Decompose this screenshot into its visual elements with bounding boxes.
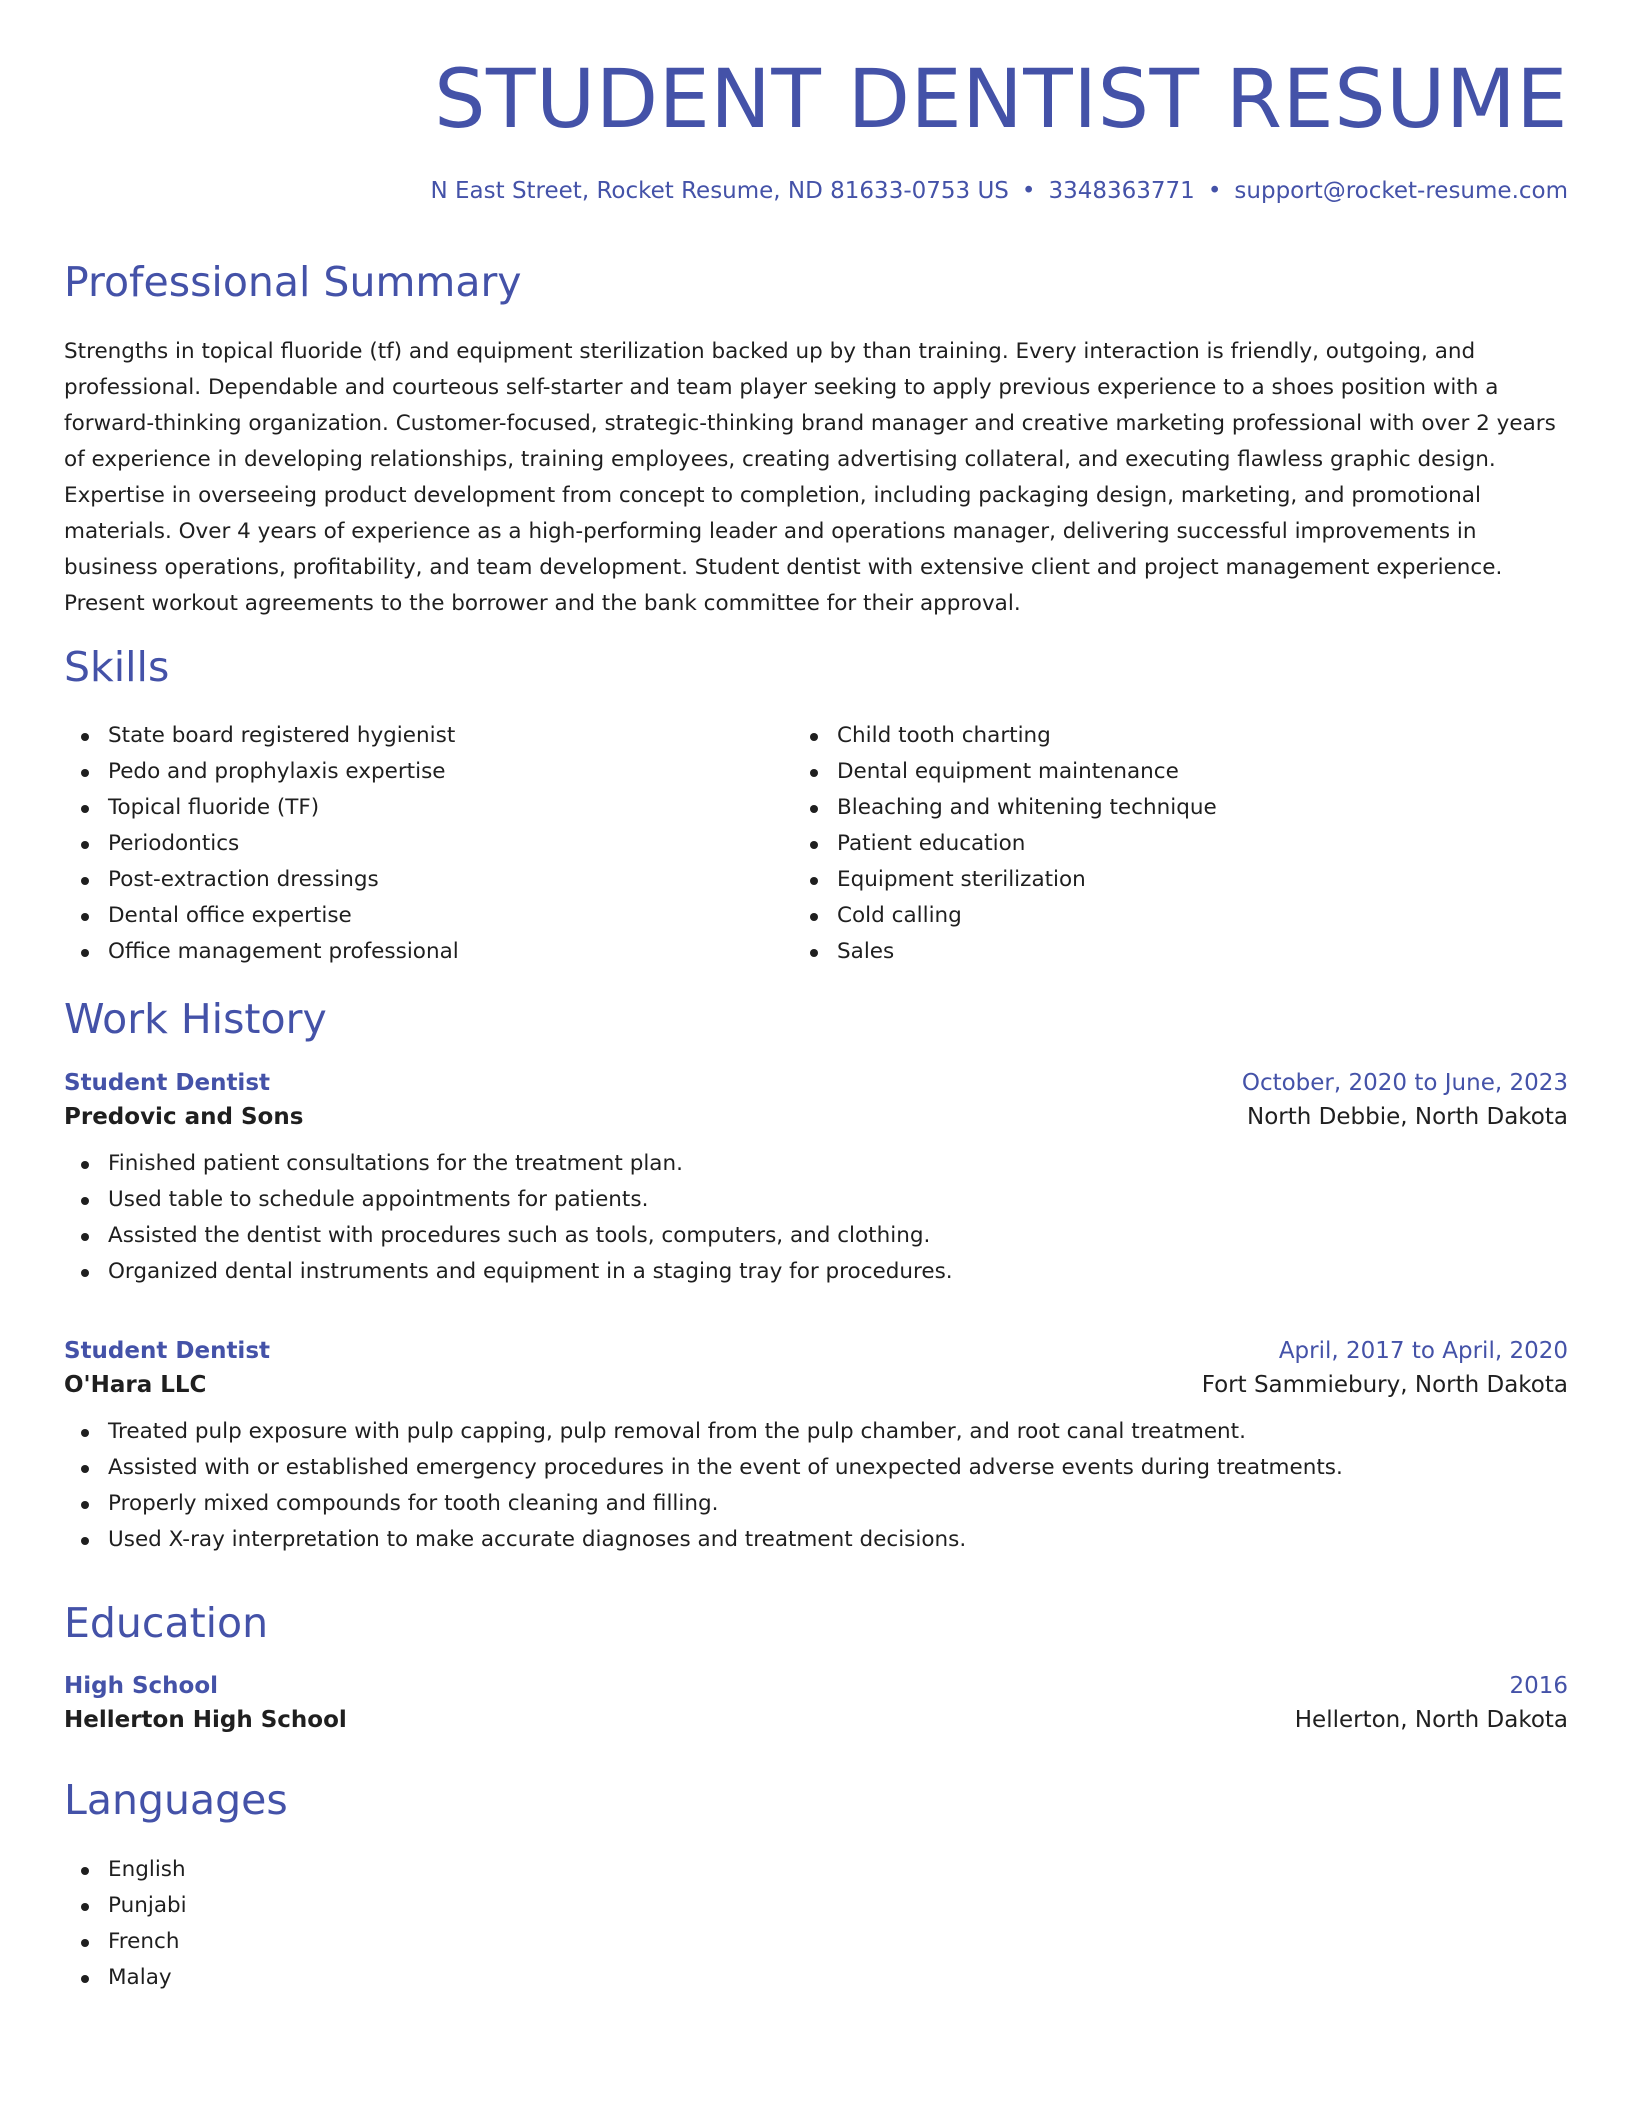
contact-separator: • [1021, 178, 1036, 204]
job-duty-item: Treated pulp exposure with pulp capping, pulp removal from the pulp chamber, and root canal treatment. [108, 1414, 1568, 1450]
education-school-row [64, 1707, 1568, 1733]
skill-item: Topical fluoride (TF) [108, 790, 816, 826]
job-duties [64, 1146, 1568, 1290]
job-duty-item: Properly mixed compounds for tooth cleaning and filling. [108, 1486, 1568, 1522]
job-header-row [64, 1338, 1568, 1364]
contact-separator: • [1207, 178, 1222, 204]
education-year: 2016 [1509, 1673, 1568, 1699]
skill-item: Sales [837, 934, 1568, 970]
section-title-work-history: Work History [64, 995, 327, 1043]
job-location: Fort Sammiebury, North Dakota [1201, 1372, 1568, 1398]
skill-item: State board registered hygienist [108, 718, 816, 754]
language-item: French [108, 1924, 1568, 1960]
section-title-skills: Skills [64, 643, 170, 691]
language-item: Malay [108, 1960, 1568, 1996]
education-school: Hellerton High School [64, 1707, 347, 1733]
section-title-summary: Professional Summary [64, 258, 522, 306]
skills-column-right [816, 718, 1568, 970]
job-duties [64, 1414, 1568, 1558]
education-location: Hellerton, North Dakota [1294, 1707, 1568, 1733]
job-dates: April, 2017 to April, 2020 [1278, 1338, 1568, 1364]
contact-phone: 3348363771 [1048, 178, 1195, 204]
skill-item: Dental office expertise [108, 898, 816, 934]
languages-list [64, 1852, 1568, 1996]
skill-item: Post-extraction dressings [108, 862, 816, 898]
job-duty-item: Finished patient consultations for the treatment plan. [108, 1146, 1568, 1182]
job-entry [64, 1070, 1568, 1290]
education-entry [64, 1673, 1568, 1733]
job-company-row [64, 1372, 1568, 1398]
job-company-row [64, 1104, 1568, 1130]
skills-list [64, 718, 1568, 970]
skill-item: Equipment sterilization [837, 862, 1568, 898]
contact-line [430, 178, 1568, 204]
job-header-row [64, 1070, 1568, 1096]
section-title-languages: Languages [64, 1776, 288, 1824]
skill-item: Bleaching and whitening technique [837, 790, 1568, 826]
job-location: North Debbie, North Dakota [1247, 1104, 1568, 1130]
language-item: English [108, 1852, 1568, 1888]
job-duty-item: Used table to schedule appointments for patients. [108, 1182, 1568, 1218]
skill-item: Child tooth charting [837, 718, 1568, 754]
languages-items [64, 1852, 1568, 1996]
contact-address: N East Street, Rocket Resume, ND 81633-0753 US [430, 178, 1009, 204]
skill-item: Periodontics [108, 826, 816, 862]
job-duty-item: Organized dental instruments and equipment in a staging tray for procedures. [108, 1254, 1568, 1290]
language-item: Punjabi [108, 1888, 1568, 1924]
job-company: Predovic and Sons [64, 1104, 304, 1130]
skill-item: Dental equipment maintenance [837, 754, 1568, 790]
job-role: Student Dentist [64, 1338, 271, 1364]
skill-item: Patient education [837, 826, 1568, 862]
summary-text: Strengths in topical fluoride (tf) and equipment sterilization backed up by than training. Every interaction is friendly, outgoing, and professional. Dependable and courteous self-starter and team player seeking to apply previous experience to a shoes position with a forward-thinking organization. Customer-focused, strategic-thinking brand manager and creative marketing professional with over 2 years of experience in developing relationships, training employees, creating advertising collateral, and executing flawless graphic design. Expertise in overseeing product development from concept to completion, including packaging design, marketing, and promotional materials. Over 4 years of experience as a high-performing leader and operations manager, delivering successful improvements in business operations, profitability, and team development. Student dentist with extensive client and project management experience. Present workout agreements to the borrower and the bank committee for their approval. [64, 339, 1556, 616]
skill-item: Cold calling [837, 898, 1568, 934]
job-duty-item: Used X-ray interpretation to make accurate diagnoses and treatment decisions. [108, 1522, 1568, 1558]
job-company: O'Hara LLC [64, 1372, 207, 1398]
job-duty-item: Assisted with or established emergency procedures in the event of unexpected adverse events during treatments. [108, 1450, 1568, 1486]
contact-email: support@rocket-resume.com [1234, 178, 1568, 204]
job-entry [64, 1338, 1568, 1558]
skill-item: Pedo and prophylaxis expertise [108, 754, 816, 790]
job-role: Student Dentist [64, 1070, 271, 1096]
skill-item: Office management professional [108, 934, 816, 970]
education-header-row [64, 1673, 1568, 1699]
job-duty-item: Assisted the dentist with procedures such as tools, computers, and clothing. [108, 1218, 1568, 1254]
job-dates: October, 2020 to June, 2023 [1241, 1070, 1568, 1096]
skills-column-left [64, 718, 816, 970]
resume-title: STUDENT DENTIST RESUME [434, 53, 1568, 147]
section-title-education: Education [64, 1599, 269, 1647]
education-degree: High School [64, 1673, 219, 1699]
